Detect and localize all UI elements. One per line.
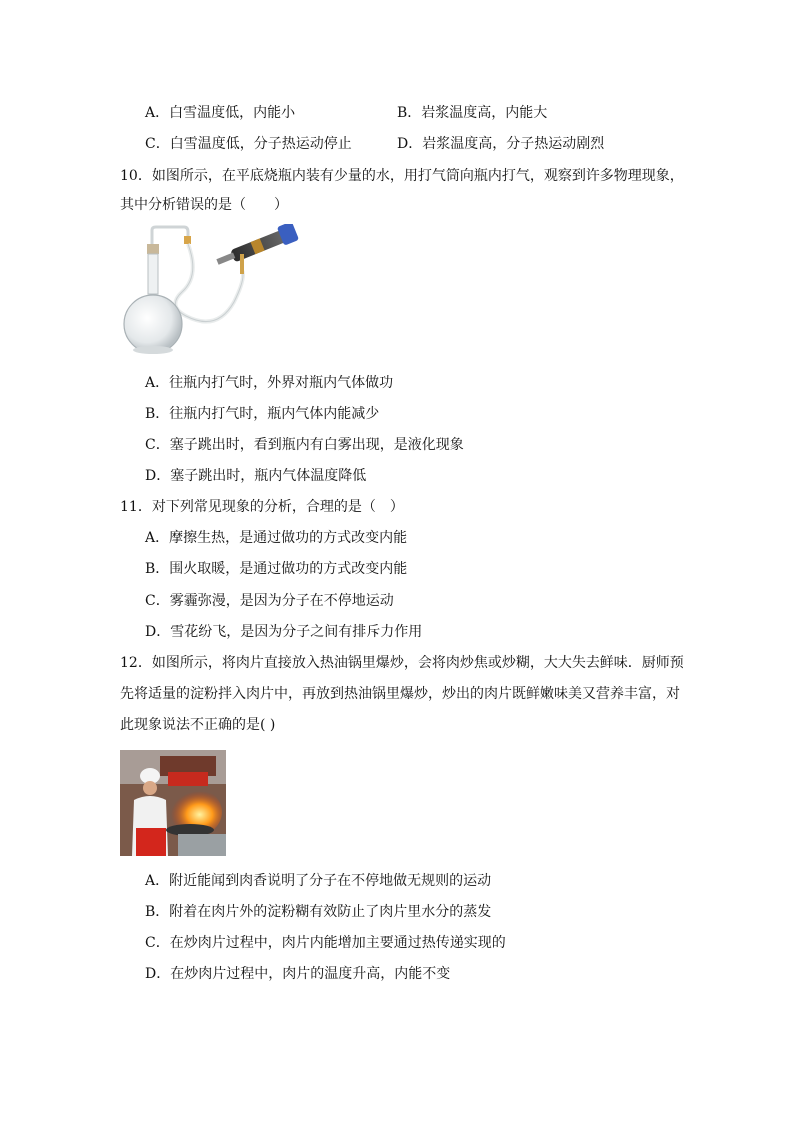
q9-option-a: A．白雪温度低，内能小 bbox=[145, 105, 296, 121]
q11-option-c: C．雾霾弥漫，是因为分子在不停地运动 bbox=[145, 593, 394, 609]
q11-option-b: B．围火取暖，是通过做功的方式改变内能 bbox=[145, 561, 408, 577]
chef-stir-fry-illustration bbox=[120, 750, 226, 856]
q10-option-b: B．往瓶内打气时，瓶内气体内能减少 bbox=[145, 406, 380, 422]
q11-option-d: D．雪花纷飞，是因为分子之间有排斥力作用 bbox=[145, 624, 423, 640]
stopper bbox=[147, 244, 159, 254]
flask-pump-figure bbox=[122, 224, 300, 364]
q12-option-d: D．在炒肉片过程中，肉片的温度升高，内能不变 bbox=[145, 966, 451, 982]
q12-stem-line1: 12．如图所示，将肉片直接放入热油锅里爆炒，会将肉炒焦或炒糊，大大失去鲜味．厨师预 bbox=[120, 655, 684, 671]
q12-option-b: B．附着在肉片外的淀粉糊有效防止了肉片里水分的蒸发 bbox=[145, 904, 492, 920]
flask-pump-illustration bbox=[122, 224, 300, 364]
q9-option-d: D．岩浆温度高，分子热运动剧烈 bbox=[397, 136, 605, 152]
q10-stem-line2: 其中分析错误的是（ ） bbox=[120, 197, 288, 213]
q12-stem-line2: 先将适量的淀粉拌入肉片中，再放到热油锅里爆炒，炒出的肉片既鲜嫩味美又营养丰富，对 bbox=[120, 686, 680, 702]
tube-connector bbox=[184, 236, 191, 244]
q12-option-a: A．附近能闻到肉香说明了分子在不停地做无规则的运动 bbox=[145, 873, 492, 889]
q9-option-b: B．岩浆温度高，内能大 bbox=[397, 105, 548, 121]
q11-option-a: A．摩擦生热，是通过做功的方式改变内能 bbox=[145, 530, 408, 546]
q10-option-d: D．塞子跳出时，瓶内气体温度降低 bbox=[145, 468, 367, 484]
q11-stem: 11．对下列常见现象的分析，合理的是（ ） bbox=[120, 499, 404, 515]
chef-stir-fry-photo bbox=[120, 750, 226, 856]
q9-option-c: C．白雪温度低，分子热运动停止 bbox=[145, 136, 352, 152]
q10-option-c: C．塞子跳出时，看到瓶内有白雾出现，是液化现象 bbox=[145, 437, 464, 453]
flask-bulb bbox=[124, 295, 182, 353]
q12-option-c: C．在炒肉片过程中，肉片内能增加主要通过热传递实现的 bbox=[145, 935, 506, 951]
q10-stem-line1: 10．如图所示，在平底烧瓶内装有少量的水，用打气筒向瓶内打气，观察到许多物理现象， bbox=[120, 168, 684, 184]
chef-apron bbox=[136, 828, 166, 856]
q12-stem-line3: 此现象说法不正确的是( ) bbox=[120, 717, 276, 733]
q10-option-a: A．往瓶内打气时，外界对瓶内气体做功 bbox=[145, 375, 394, 391]
